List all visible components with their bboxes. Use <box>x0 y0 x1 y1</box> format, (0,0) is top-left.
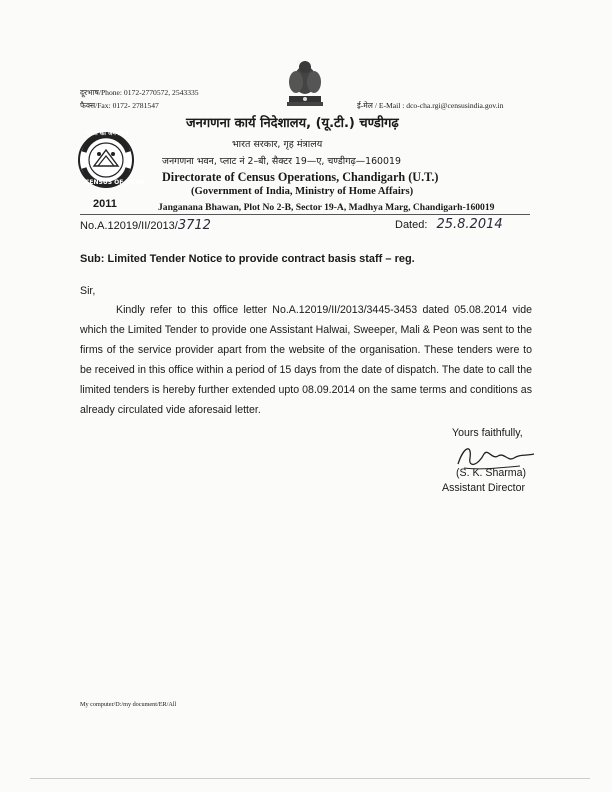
census-seal-icon <box>72 130 140 198</box>
header-divider <box>80 214 530 215</box>
phone-line: दूरभाष/Phone: 0172-2770572, 2543335 <box>80 88 199 97</box>
seal-year: 2011 <box>93 198 117 210</box>
handwritten-number: 3712 <box>177 218 211 233</box>
letter-body <box>80 300 532 420</box>
reference-number: No.A.12019/II/2013/ <box>80 220 178 232</box>
seal-bottom-text: CENSUS OF INDIA <box>85 179 145 186</box>
seal-top-text: भारत की जनगणना <box>86 130 129 137</box>
address-hindi: जनगणना भवन, प्लाट नं 2–बी, सैक्टर 19—ए, चण्डीगढ़—160019 <box>162 156 401 167</box>
fax-line: फैक्स/Fax: 0172- 2781547 <box>80 101 159 110</box>
salutation: Sir, <box>80 285 96 297</box>
closing-yours: Yours faithfully, <box>452 427 523 439</box>
reference-line <box>80 218 211 233</box>
signatory-designation: Assistant Director <box>442 482 526 494</box>
date-line <box>395 217 503 232</box>
bottom-edge-line <box>30 778 590 779</box>
gov-line-english: (Government of India, Ministry of Home Affairs) <box>191 186 414 197</box>
footer-path: My computer/D:/my document/ER/All <box>80 701 177 708</box>
address-english: Janganana Bhawan, Plot No 2-B, Sector 19-A, Madhya Marg, Chandigarh-160019 <box>158 202 495 213</box>
handwritten-date: 25.8.2014 <box>436 217 503 232</box>
body-paragraph: Kindly refer to this office letter No.A.12019/II/2013/3445-3453 dated 05.08.2014 vide which the Limited Tender to provide one Assistant Halwai, Sweeper, Mali & Peon was sent to the firms of the service provider apart from the website of the organisation. These tenders were to be received in this office within a period of 15 days from the date of dispatch. The date to call the limited tenders is hereby further extended upto 08.09.2014 on the same terms and conditions as already circulated vide aforesaid letter. <box>80 304 532 416</box>
national-emblem-icon <box>283 58 327 108</box>
office-title-hindi: जनगणना कार्य निदेशालय, (यू.टी.) चण्डीगढ़ <box>186 116 399 131</box>
email-line: ई-मेल / E-Mail : dco-cha.rgi@censusindia.gov.in <box>357 101 504 110</box>
subject-line: Sub: Limited Tender Notice to provide contract basis staff – reg. <box>80 253 415 265</box>
dated-label: Dated: <box>395 219 428 231</box>
signatory-name: (S. K. Sharma) <box>456 467 527 479</box>
office-title-english: Directorate of Census Operations, Chandigarh (U.T.) <box>162 170 439 184</box>
gov-line-hindi: भारत सरकार, गृह मंत्रालय <box>232 139 323 150</box>
